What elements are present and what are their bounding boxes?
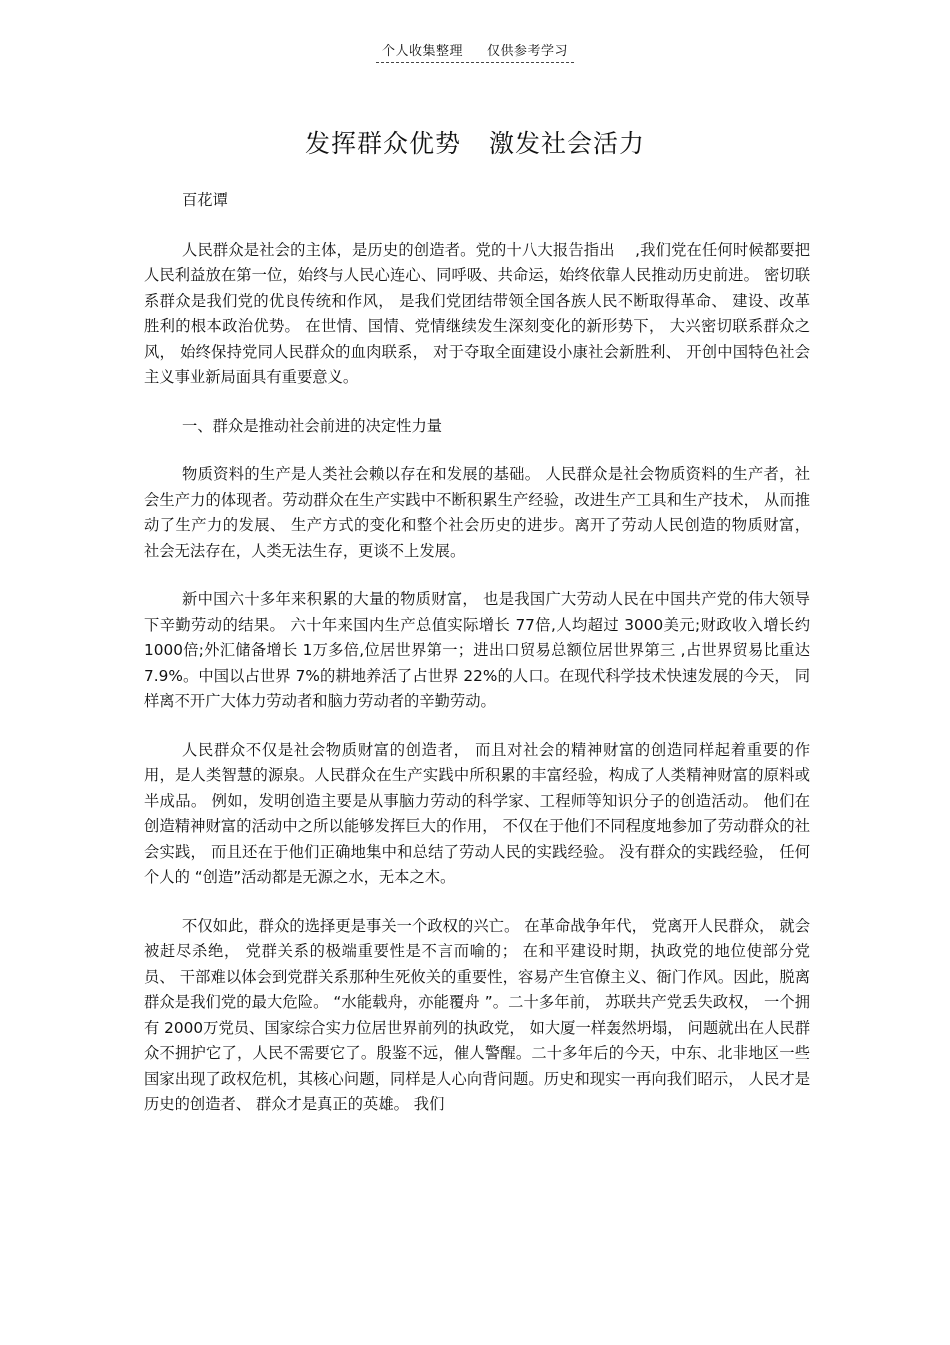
document-title	[0, 124, 950, 160]
title-part-2: 激发社会活力	[489, 129, 646, 158]
author-name: 百花谭	[182, 191, 228, 209]
section-paragraph-2: 新中国六十多年来积累的大量的物质财富， 也是我国广大劳动人民在中国共产党的伟大领导下辛勤劳动的结果。 六十年来国内生产总值实际增长 77倍,人均超过 3000美元;财政收入增长约 1000倍;外汇储备增长 1万多倍,位居世界第一；进出口贸易总额位居世界第三 ,占世界贸易比重达 7.9%。中国以占世界 7%的耕地养活了占世界 22%的人口。在现代科学技术快速发展的今天， 同样离不开广大体力劳动者和脑力劳动者的辛勤劳动。	[144, 590, 810, 710]
title-part-1: 发挥群众优势	[304, 129, 461, 158]
section-paragraph-4: 不仅如此，群众的选择更是事关一个政权的兴亡。 在革命战争年代， 党离开人民群众， 就会被赶尽杀绝， 党群关系的极端重要性是不言而喻的； 在和平建设时期，执政党的地位使部分党员、 干部难以体会到党群关系那种生死攸关的重要性，容易产生官僚主义、衙门作风。因此，脱离群众是我们党的最大危险。 “水能载舟，亦能覆舟 ”。二十多年前， 苏联共产党丢失政权， 一个拥有 2000万党员、国家综合实力位居世界前列的执政党， 如大厦一样轰然坍塌， 问题就出在人民群众不拥护它了，人民不需要它了。殷鉴不远，催人警醒。二十多年后的今天，中东、北非地区一些国家出现了政权危机，其核心问题，同样是人心向背问题。历史和现实一再向我们昭示， 人民才是历史的创造者、 群众才是真正的英雄。 我们	[144, 916, 810, 1113]
header-note	[376, 40, 574, 63]
header-right-text: 仅供参考学习	[487, 44, 569, 59]
header-left-text: 个人收集整理	[381, 44, 463, 59]
intro-paragraph: 人民群众是社会的主体，是历史的创造者。党的十八大报告指出 ,我们党在任何时候都要把人民利益放在第一位，始终与人民心连心、同呼吸、共命运，始终依靠人民推动历史前进。 密切联系群众是我们党的优良传统和作风， 是我们党团结带领全国各族人民不断取得革命、 建设、改革胜利的根本政治优势。 在世情、国情、党情继续发生深刻变化的新形势下， 大兴密切联系群众之风， 始终保持党同人民群众的血肉联系， 对于夺取全面建设小康社会新胜利、 开创中国特色社会主义事业新局面具有重要意义。	[144, 240, 810, 386]
section-paragraph-3: 人民群众不仅是社会物质财富的创造者， 而且对社会的精神财富的创造同样起着重要的作用，是人类智慧的源泉。人民群众在生产实践中所积累的丰富经验，构成了人类精神财富的原料或半成品。 例如，发明创造主要是从事脑力劳动的科学家、工程师等知识分子的创造活动。 他们在创造精神财富的活动中之所以能够发挥巨大的作用， 不仅在于他们不同程度地参加了劳动群众的社会实践， 而且还在于他们正确地集中和总结了劳动人民的实践经验。 没有群众的实践经验， 任何个人的 “创造”活动都是无源之水，无本之木。	[144, 740, 810, 886]
document-body	[144, 188, 810, 1141]
section-heading: 一、群众是推动社会前进的决定性力量	[182, 416, 443, 435]
section-paragraph-1: 物质资料的生产是人类社会赖以存在和发展的基础。 人民群众是社会物质资料的生产者，社会生产力的体现者。劳动群众在生产实践中不断积累生产经验，改进生产工具和生产技术， 从而推动了生产力的发展、 生产方式的变化和整个社会历史的进步。离开了劳动人民创造的物质财富， 社会无法存在，人类无法生存，更谈不上发展。	[144, 465, 810, 560]
page-header	[0, 40, 950, 63]
